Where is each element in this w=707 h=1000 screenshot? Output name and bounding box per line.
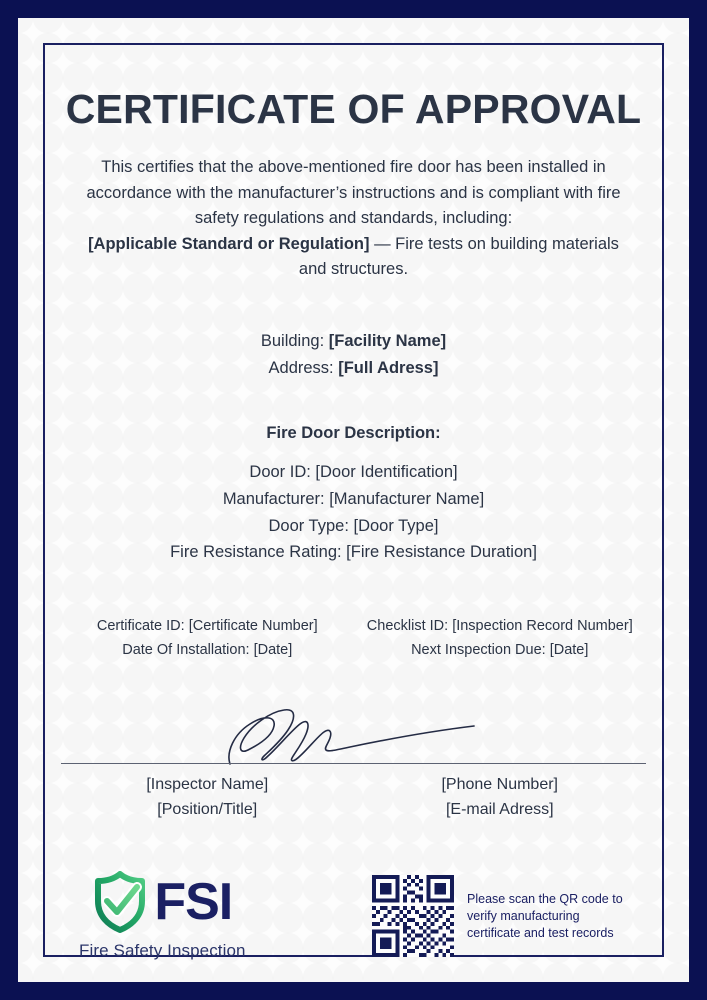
logo-row: [92, 871, 232, 933]
certificate-footer: [61, 871, 646, 961]
intro-part1: This certifies that the above-mentioned fire door has been installed in accordance with the manufacturer’s instructions and is compliant with fire safety regulations and standards, including:: [86, 158, 621, 228]
inspector-name: [Inspector Name]: [146, 776, 269, 794]
facility-block: [61, 328, 646, 381]
logo-wordmark: FSI: [154, 873, 233, 932]
door-detail-line: Fire Resistance Rating: [Fire Resistance Duration]: [170, 543, 537, 562]
fsi-logo: [79, 871, 246, 961]
address-row: [61, 355, 646, 382]
page-title: CERTIFICATE OF APPROVAL: [65, 86, 642, 132]
certificate-meta-grid: [61, 618, 646, 658]
address-value: [Full Adress]: [338, 358, 439, 377]
qr-block: [372, 875, 632, 957]
certificate-content: [43, 43, 664, 961]
logo-tagline: Fire Safety Inspection: [79, 941, 246, 961]
email-address: [E-mail Adress]: [445, 801, 554, 819]
address-label: Address:: [268, 358, 339, 377]
checklist-id-field: Checklist ID: [Inspection Record Number]: [366, 618, 633, 635]
shield-check-icon: [92, 871, 148, 933]
signoff-grid: [61, 776, 646, 819]
date-of-installation-field: Date Of Installation: [Date]: [122, 642, 293, 659]
signature-line: [61, 763, 646, 764]
signature-area: [61, 704, 646, 764]
intro-paragraph: [73, 155, 634, 283]
certificate-id-field: Certificate ID: [Certificate Number]: [96, 618, 318, 635]
position-title: [Position/Title]: [157, 801, 258, 819]
door-description-list: [61, 459, 646, 566]
qr-caption: Please scan the QR code to verify manufacturing certificate and test records: [467, 891, 623, 940]
door-detail-line: Door Type: [Door Type]: [268, 516, 439, 535]
door-description-heading: Fire Door Description:: [266, 424, 441, 443]
standard-reference: [Applicable Standard or Regulation]: [88, 234, 370, 253]
building-value: [Facility Name]: [328, 331, 447, 350]
next-inspection-due-field: Next Inspection Due: [Date]: [411, 642, 589, 659]
phone-number: [Phone Number]: [441, 776, 558, 794]
intro-part2: — Fire tests on building materials and structures.: [298, 234, 619, 279]
building-row: [61, 328, 646, 355]
door-detail-line: Door ID: [Door Identification]: [249, 463, 458, 482]
building-label: Building:: [260, 331, 329, 350]
signature-icon: [224, 704, 484, 766]
certificate-paper: [18, 18, 689, 982]
door-detail-line: Manufacturer: [Manufacturer Name]: [222, 490, 485, 509]
qr-code-icon[interactable]: [372, 875, 454, 957]
